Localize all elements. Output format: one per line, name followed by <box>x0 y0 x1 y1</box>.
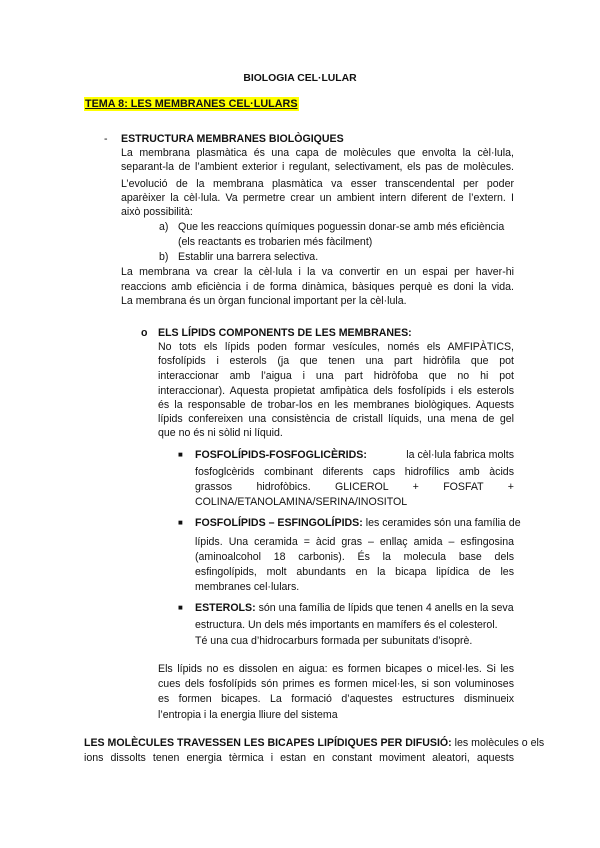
item-term: FOSFOLÍPIDS-FOSFOGLICÈRIDS: <box>195 449 367 461</box>
section2-bullet: o <box>141 327 148 339</box>
section1-bullet: - <box>104 133 108 145</box>
item-term: ESTEROLS: <box>195 602 256 614</box>
section2-closing-line: cues dels fosfolípids són primes es formen micel·les, si son voluminoses <box>158 678 514 690</box>
section2-para-line: que no és ni sòlid ni líquid. <box>158 427 283 439</box>
section2-heading: ELS LÍPIDS COMPONENTS DE LES MEMBRANES: <box>158 327 412 339</box>
list-marker-a: a) <box>159 221 169 233</box>
item-line: estructura. Un dels més importants en mamífers és el colesterol. <box>195 619 498 631</box>
section1-heading: ESTRUCTURA MEMBRANES BIOLÒGIQUES <box>121 133 344 145</box>
item-line: grassos hidrofòbics. GLICEROL + FOSFAT + <box>195 481 514 493</box>
item-fosfogliceridos-first-line <box>195 448 514 462</box>
item-esfingolipids-first-line <box>195 516 521 530</box>
item-esterols-first-line <box>195 601 514 615</box>
section2-para-line: No tots els lípids poden formar vesícules, només els AMFIPÀTICS, <box>158 341 514 353</box>
item-first-text: són una família de lípids que tenen 4 anells en la seva <box>258 602 514 614</box>
section2-para-line: interaccionar). Aquesta propietat amfipàtica dels fosfolípids i els esterols <box>158 385 514 397</box>
section2-closing-line: es formen bicapes. La formació d’aquestes estructures disminueix <box>158 693 514 705</box>
section3-first-line <box>84 736 545 750</box>
section2-closing-line: Els lípids no es dissolen en aigua: es formen bicapes o micel·les. Si les <box>158 663 514 675</box>
section2-para-line: és la responsable de trobar-los en les membranes biològiques. Aquests <box>158 399 514 411</box>
item-line: (aminoalcohol 18 carbonis). És la molecula base dels <box>195 551 514 563</box>
list-item-a-line: Que les reaccions químiques poguessin donar-se amb més eficiència <box>178 221 505 233</box>
section1-para1-line: L’evolució de la membrana plasmàtica va esser transcendental per poder <box>121 178 514 190</box>
item-term: FOSFOLÍPIDS – ESFINGOLÍPIDS: <box>195 517 363 529</box>
section1-para2-line: reaccions amb eficiència i de forma dinàmica, bàsiques perquè es doni la vida. <box>121 281 514 293</box>
section3-first-text: les molècules o els <box>454 737 545 749</box>
section3-heading: LES MOLÈCULES TRAVESSEN LES BICAPES LIPÍDIQUES PER DIFUSIÓ: <box>84 737 452 749</box>
item-line: membranes cel·lulars. <box>195 581 300 593</box>
section2-closing-line: l’entropia i la energia lliure del sistema <box>158 709 338 721</box>
section3-line: ions dissolts tenen energia tèrmica i estan en constant moviment aleatori, aquests <box>84 752 514 764</box>
section2-para-line: lípids confereixen una consistència de cristall líquids, una mena de gel <box>158 413 514 425</box>
section1-para1-line: aparèixer la cèl·lula. Va permetre crear un ambient intern diferent de l’extern. I <box>121 192 514 204</box>
list-marker-b: b) <box>159 251 169 263</box>
item-line: lípids. Una ceramida = àcid gras – enllaç amida – esfingosina <box>195 536 514 548</box>
square-bullet-icon: ■ <box>178 518 183 527</box>
list-item-a-line: (els reactants es trobarien més fàcilment) <box>178 236 373 248</box>
section2-para-line: interaccionar amb l’aigua i una part hidròfoba que no hi pot <box>158 370 514 382</box>
section1-para2-line: La membrana és un òrgan funcional important per la cèl·lula. <box>121 295 407 307</box>
section2-para-line: fosfolípids i esterols (ja que tenen una part hidròfila que pot <box>158 355 514 367</box>
item-first-text: les ceramides són una família de <box>365 517 521 529</box>
item-first-text: la cèl·lula fabrica molts <box>406 449 514 461</box>
document-title: BIOLOGIA CEL·LULAR <box>243 73 357 84</box>
square-bullet-icon: ■ <box>178 450 183 459</box>
item-line: COLINA/ETANOLAMINA/SERINA/INOSITOL <box>195 496 408 508</box>
square-bullet-icon: ■ <box>178 603 183 612</box>
topic-heading: TEMA 8: LES MEMBRANES CEL·LULARS <box>85 98 298 110</box>
list-item-b-line: Establir una barrera selectiva. <box>178 251 319 263</box>
section1-para2-line: La membrana va crear la cèl·lula i la va convertir en un espai per haver-hi <box>121 266 514 278</box>
section1-para1-line: La membrana plasmàtica és una capa de molècules que envolta la cèl·lula, <box>121 147 514 159</box>
section1-para1-line: separant-la de l’ambient exterior i regulant, selectivament, els pas de molècules. <box>121 161 514 173</box>
item-line: esfingolípids, molt abundants en la bicapa lipídica de les <box>195 566 514 578</box>
item-line: fosfoglcèrids combinant diferents caps hidrofílics amb àcids <box>195 466 514 478</box>
item-line: Té una cua d’hidrocarburs formada per subunitats d’isoprè. <box>195 635 473 647</box>
section1-para1-line: això possibilità: <box>121 206 193 218</box>
